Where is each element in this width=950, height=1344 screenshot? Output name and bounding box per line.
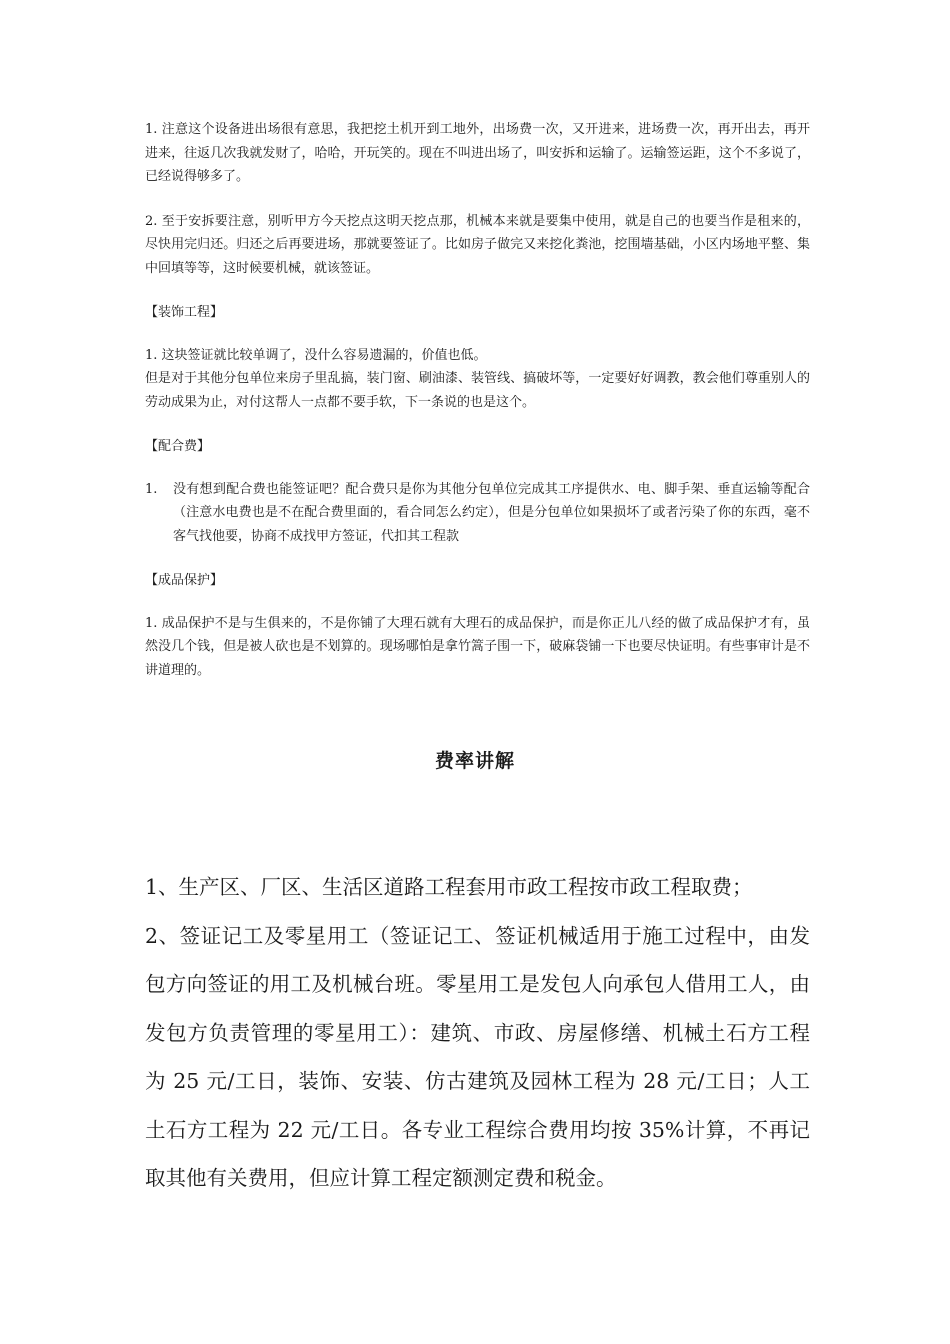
spacer (145, 459, 810, 478)
coordination-heading: 【配合费】 (145, 439, 211, 454)
section-title: 费率讲解 (434, 750, 515, 772)
coordination-item-1 (145, 478, 810, 549)
spacer (145, 414, 810, 435)
spacer (145, 593, 810, 612)
rates-paragraph-1: 1、生产区、厂区、生活区道路工程套用市政工程按市政工程取费； (145, 875, 753, 899)
document-body (145, 118, 810, 682)
coordination-item-text: 没有想到配合费也能签证吧？配合费只是你为其他分包单位完成其工序提供水、电、脚手架、垂直运输等配合（注意水电费也是不在配合费里面的，看合同怎么约定），但是分包单位如果损坏了或者污染了你的东西，毫不客气找他要，协商不成找甲方签证，代扣其工程款 (173, 481, 810, 544)
decoration-item-1: 1. 这块签证就比较单调了，没什么容易遗漏的，价值也低。 (145, 347, 487, 363)
spacer (145, 548, 810, 569)
protection-heading: 【成品保护】 (145, 573, 224, 588)
machinery-item-1: 1. 注意这个设备进出场很有意思，我把挖土机开到工地外，出场费一次，又开进来，进场费一次，再开出去，再开进来，往返几次我就发财了，哈哈，开玩笑的。现在不叫进出场了，叫安拆和运输了。运输签运距，这个不多说了，已经说得够多了。 (145, 122, 810, 184)
list-number: 1. (145, 481, 158, 497)
rates-paragraph-2: 2、签证记工及零星用工（签证记工、签证机械适用于施工过程中，由发包方向签证的用工及机械台班。零星用工是发包人向承包人借用工人，由发包方负责管理的零星用工）：建筑、市政、房屋修缮、机械土石方工程为 25 元/工日，装饰、安装、仿古建筑及园林工程为 28 元/工日；人工土石方工程为 22 元/工日。各专业工程综合费用均按 35%计算，不再记取其他有关费用，但应计算工程定额测定费和税金。 (145, 923, 810, 1190)
rates-body (145, 863, 810, 1203)
protection-item-1: 1. 成品保护不是与生俱来的，不是你铺了大理石就有大理石的成品保护，而是你正儿八经的做了成品保护才有，虽然没几个钱，但是被人砍也是不划算的。现场哪怕是拿竹篙子围一下，破麻袋铺一下也要尽快证明。有些事审计是不讲道理的。 (145, 615, 810, 678)
spacer (145, 280, 810, 301)
machinery-item-2: 2. 至于安拆要注意，别听甲方今天挖点这明天挖点那，机械本来就是要集中使用，就是自己的也要当作是租来的，尽快用完归还。归还之后再要进场，那就要签证了。比如房子做完又来挖化粪池，挖围墙基础，小区内场地平整、集中回填等等，这时候要机械，就该签证。 (145, 213, 810, 276)
decoration-heading: 【装饰工程】 (145, 305, 224, 320)
spacer (145, 325, 810, 344)
decoration-item-1-continued: 但是对于其他分包单位来房子里乱搞，装门窗、刷油漆、装管线、搞破坏等，一定要好好调教，教会他们尊重别人的劳动成果为止，对付这帮人一点都不要手软，下一条说的也是这个。 (145, 371, 810, 410)
spacer (145, 189, 810, 210)
